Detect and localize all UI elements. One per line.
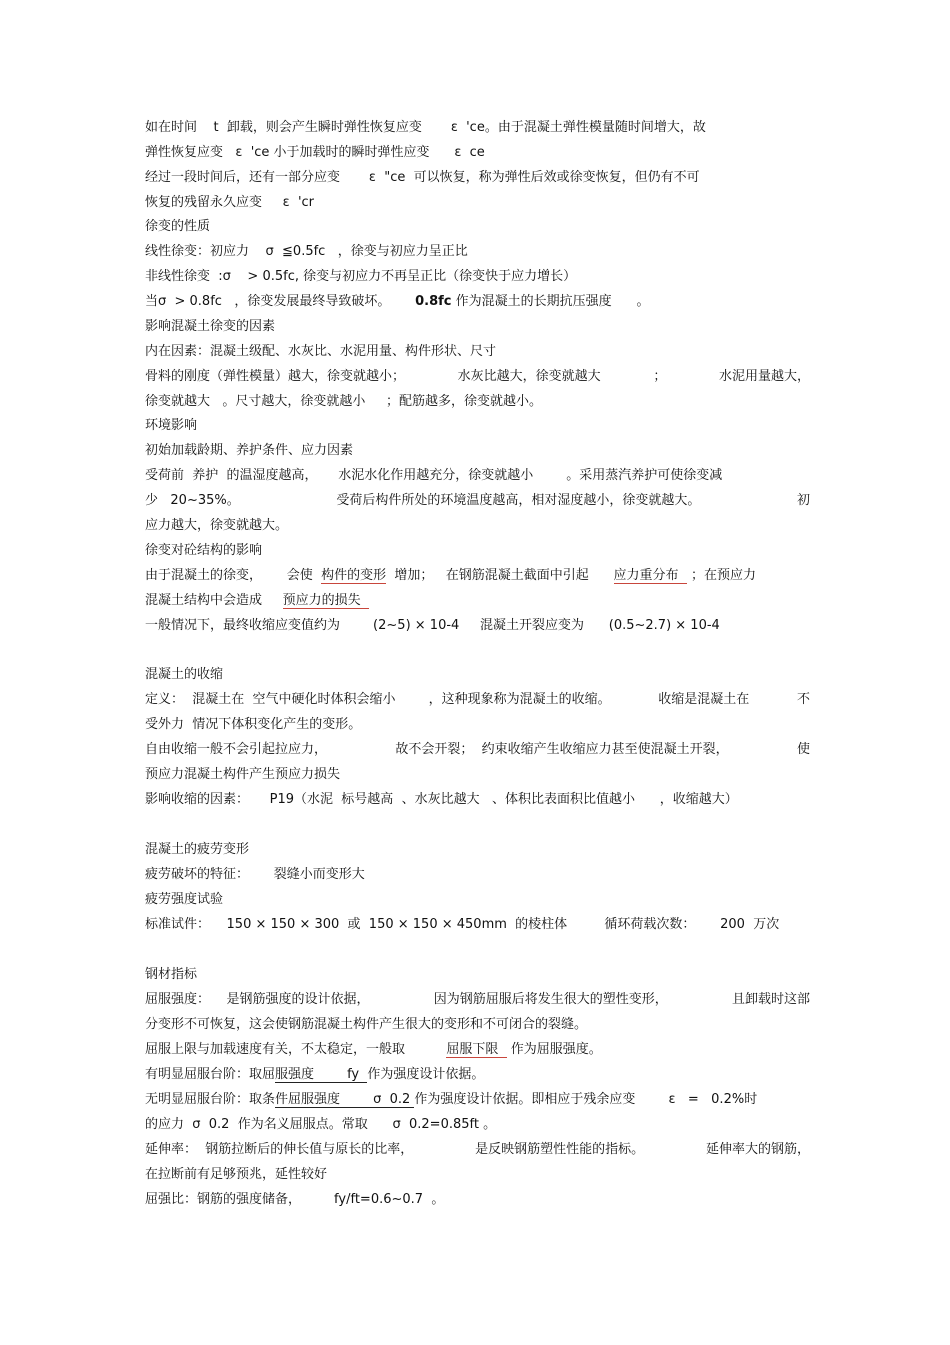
text-line bbox=[145, 365, 810, 389]
text-run: 混凝土结构中会造成 bbox=[145, 593, 283, 608]
text-line: 徐变就越大 。尺寸越大，徐变就越小 ；配筋越多，徐变就越小。 bbox=[145, 394, 543, 409]
section-heading: 混凝土的疲劳变形 bbox=[145, 842, 250, 857]
text-line bbox=[145, 1063, 810, 1087]
text-run: 水灰比越大，徐变就越大 bbox=[457, 369, 601, 384]
text-line: 屈强比：钢筋的强度储备， fy/ft=0.6~0.7 。 bbox=[145, 1192, 445, 1207]
text-line bbox=[145, 738, 810, 762]
section-heading: 徐变对砼结构的影响 bbox=[145, 543, 263, 558]
text-run: 使 bbox=[796, 742, 810, 757]
text-run: 因为钢筋屈服后将发生很大的塑性变形， bbox=[433, 992, 668, 1007]
text-line bbox=[145, 1088, 810, 1112]
text-run: 作为屈服强度。 bbox=[506, 1042, 602, 1057]
text-line: 如在时间 t 卸载，则会产生瞬时弹性恢复应变 ε 'ce。由于混凝土弹性模量随时间增大，故 bbox=[145, 120, 706, 135]
text-line: 线性徐变：初应力 σ ≦0.5fc ，徐变与初应力呈正比 bbox=[145, 244, 468, 259]
text-run: 当σ > 0.8fc ，徐变发展最终导致破坏。 bbox=[145, 294, 416, 309]
section-heading: 钢材指标 bbox=[145, 967, 198, 982]
text-run: 少 20~35%。 bbox=[145, 493, 240, 508]
text-run: 增加； 在钢筋混凝土截面中引起 bbox=[386, 568, 614, 583]
text-run: 无明显屈服台阶：取条 bbox=[145, 1092, 276, 1107]
text-run: 受荷后构件所处的环境温度越高，相对湿度越小，徐变就越大。 bbox=[336, 493, 701, 508]
text-run: ； bbox=[653, 369, 667, 384]
text-run: 骨料的刚度（弹性模量）越大，徐变就越小； bbox=[145, 369, 406, 384]
text-line: 分变形不可恢复，这会使钢筋混凝土构件产生很大的变形和不可闭合的裂缝。 bbox=[145, 1017, 588, 1032]
text-run: 由于混凝土的徐变， 会使 bbox=[145, 568, 322, 583]
text-run: 自由收缩一般不会引起拉应力， bbox=[145, 742, 328, 757]
text-line bbox=[145, 564, 810, 588]
text-line: 疲劳破坏的特征： 裂缝小而变形大 bbox=[145, 867, 365, 882]
text-line: 影响收缩的因素： P19（水泥 标号越高 、水灰比越大 、体积比表面积比值越小 ，收缩越大） bbox=[145, 792, 738, 807]
text-line bbox=[145, 290, 810, 314]
text-line: 内在因素：混凝土级配、水灰比、水泥用量、构件形状、尺寸 bbox=[145, 344, 497, 359]
text-run: 初 bbox=[796, 493, 810, 508]
underlined-term: 服强度 fy bbox=[275, 1067, 368, 1082]
text-line: 预应力混凝土构件产生预应力损失 bbox=[145, 767, 341, 782]
text-run: 且卸载时这部 bbox=[731, 992, 810, 1007]
text-run: 屈服上限与加载速度有关，不太稳定，一般取 bbox=[145, 1042, 447, 1057]
text-line bbox=[145, 1138, 810, 1162]
text-line: 应力越大，徐变就越大。 bbox=[145, 518, 289, 533]
text-run: 屈服强度： 是钢筋强度的设计依据， bbox=[145, 992, 370, 1007]
bold-run: 0.8fc bbox=[415, 294, 452, 309]
text-run: 延伸率： 钢筋拉断后的伸长值与原长的比率， bbox=[145, 1142, 414, 1157]
text-run: 作为强度设计依据。 bbox=[367, 1067, 485, 1082]
text-line bbox=[145, 489, 810, 513]
section-heading: 混凝土的收缩 bbox=[145, 667, 224, 682]
underlined-term: 应力重分布 bbox=[613, 568, 687, 583]
underlined-term: 屈服下限 bbox=[446, 1042, 507, 1057]
text-line: 经过一段时间后，还有一部分应变 ε "ce 可以恢复，称为弹性后效或徐变恢复，但仍有不可 bbox=[145, 170, 700, 185]
text-line: 的应力 σ 0.2 作为名义屈服点。常取 σ 0.2=0.85ft 。 bbox=[145, 1117, 497, 1132]
text-line: 受荷前 养护 的温湿度越高， 水泥水化作用越充分，徐变就越小 。采用蒸汽养护可使徐变减 bbox=[145, 468, 723, 483]
section-heading: 环境影响 bbox=[145, 418, 198, 433]
text-line bbox=[145, 589, 810, 613]
text-line bbox=[145, 988, 810, 1012]
text-line: 标准试件： 150 × 150 × 300 或 150 × 150 × 450mm 的棱柱体 循环荷载次数： 200 万次 bbox=[145, 917, 780, 932]
text-line: 在拉断前有足够预兆，延性较好 bbox=[145, 1167, 328, 1182]
text-line bbox=[145, 1038, 810, 1062]
text-line: 一般情况下，最终收缩应变值约为 (2~5) × 10-4 混凝土开裂应变为 (0.5~2.7) × 10-4 bbox=[145, 618, 720, 633]
section-heading: 影响混凝土徐变的因素 bbox=[145, 319, 276, 334]
underlined-term: 预应力的损失 bbox=[282, 593, 369, 608]
text-run: 水泥用量越大， bbox=[718, 369, 810, 384]
text-line: 受外力 情况下体积变化产生的变形。 bbox=[145, 717, 362, 732]
text-run: 故不会开裂； 约束收缩产生收缩应力甚至使混凝土开裂， bbox=[395, 742, 729, 757]
section-heading: 徐变的性质 bbox=[145, 219, 211, 234]
text-run: 收缩是混凝土在 bbox=[658, 692, 750, 707]
text-run: 延伸率大的钢筋， bbox=[705, 1142, 810, 1157]
underlined-term: 构件的变形 bbox=[321, 568, 387, 583]
text-line: 非线性徐变 :σ > 0.5fc, 徐变与初应力不再呈正比（徐变快于应力增长） bbox=[145, 269, 577, 284]
text-line: 恢复的残留永久应变 ε 'cr bbox=[145, 195, 315, 210]
text-run: 是反映钢筋塑性性能的指标。 bbox=[475, 1142, 645, 1157]
text-line: 弹性恢复应变 ε 'ce 小于加载时的瞬时弹性应变 ε ce bbox=[145, 145, 485, 160]
text-run: 不 bbox=[796, 692, 810, 707]
text-run: 有明显屈服台阶：取屈 bbox=[145, 1067, 276, 1082]
text-run: 作为强度设计依据。即相应于残余应变 ε = 0.2%时 bbox=[414, 1092, 758, 1107]
text-run: 作为混凝土的长期抗压强度 。 bbox=[451, 294, 650, 309]
text-line: 初始加载龄期、养护条件、应力因素 bbox=[145, 443, 354, 458]
section-heading: 疲劳强度试验 bbox=[145, 892, 224, 907]
text-line bbox=[145, 688, 810, 712]
underlined-term: 件屈服强度 σ 0.2 bbox=[275, 1092, 415, 1107]
text-run: ；在预应力 bbox=[686, 568, 756, 583]
text-run: 定义： 混凝土在 空气中硬化时体积会缩小 ，这种现象称为混凝土的收缩。 bbox=[145, 692, 611, 707]
